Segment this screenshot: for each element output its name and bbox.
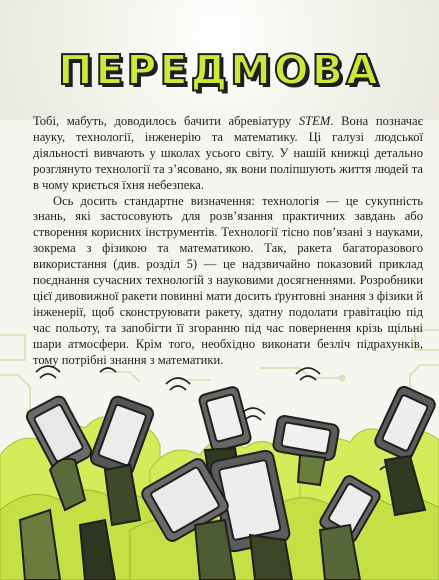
paragraph-1 bbox=[33, 114, 423, 194]
paragraph-1-end: . Вона позначає науку, технології, інженерію та математику. Ці галузі людської діяльності вивчають у школах усього світу. У нашій книжці детально розглянуто технології та з’ясовано, як вони поліпшують життя людей та в чому криється їхня небезпека. bbox=[33, 114, 423, 192]
paragraph-2-text: Ось досить стандартне визначення: технологія — це сукупність знань, які застосовують для розв’язання практичних завдань або створення корисних інструментів. Технології тісно пов’язані з науками, зокрема з фізикою та математикою. Так, ракета багаторазового використання (див. розділ 5) — це надзвичайно показовий приклад поєднання сучасних технологій з науковими досягненнями. Розробники цієї дивовижної ракети повинні мати досить ґрунтовні знання з фізики й інженерії, щоб сконструювати ракету, здатну подолати гравітацію під час польоту, та запобігти її згоранню під час повернення крізь щільні шари атмосфери. Крім того, необхідно виконати безліч підрахунків, тому потрібні знання з математики. bbox=[33, 193, 423, 367]
preface-text bbox=[33, 114, 423, 369]
hands-with-devices-illustration bbox=[0, 360, 439, 580]
title-container bbox=[0, 46, 439, 94]
page-title: ПЕРЕДМОВА bbox=[58, 46, 381, 94]
paragraph-1-start: Тобі, мабуть, доводилось бачити абревіатуру bbox=[33, 114, 299, 128]
stem-term: STEM bbox=[298, 114, 331, 128]
paragraph-2 bbox=[33, 194, 423, 369]
